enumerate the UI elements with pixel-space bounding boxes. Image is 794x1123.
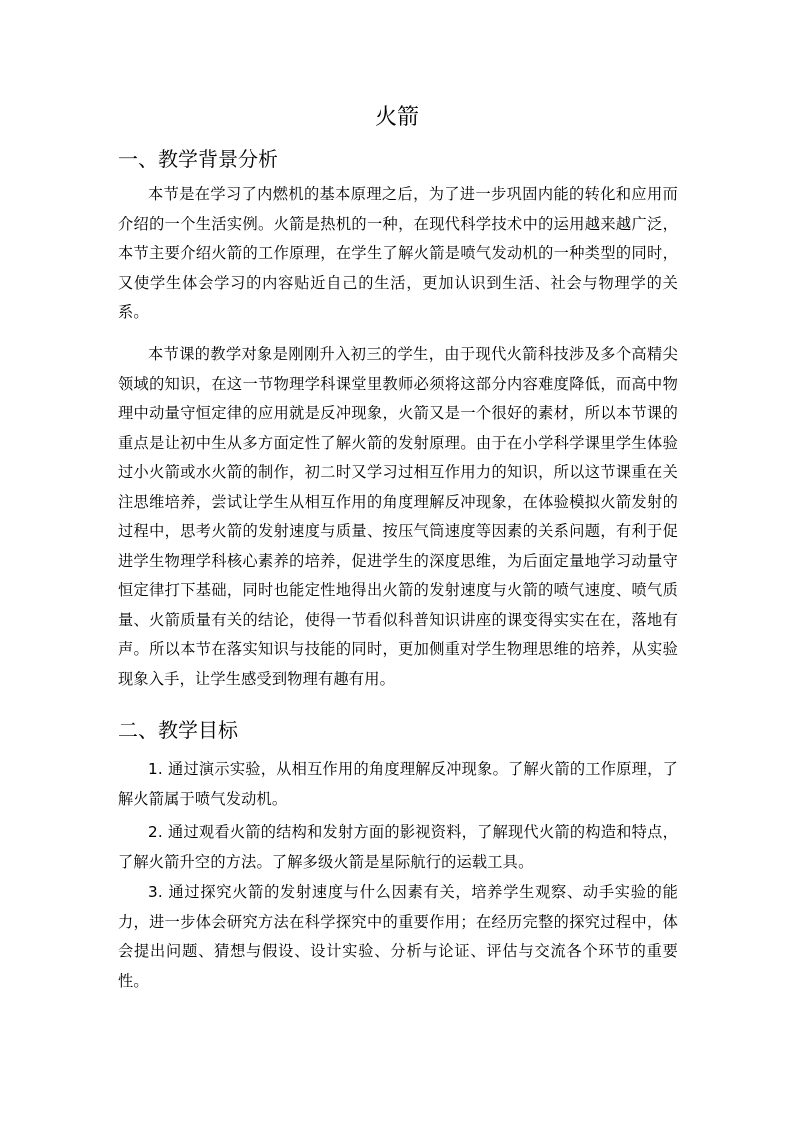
objective-item-2: 2. 通过观看火箭的结构和发射方面的影视资料，了解现代火箭的构造和特点，了解火箭升空的方法。了解多级火箭是星际航行的运载工具。 (118, 823, 678, 871)
section-heading-background: 一、教学背景分析 (118, 147, 278, 171)
paragraph-background-1: 本节是在学习了内燃机的基本原理之后，为了进一步巩固内能的转化和应用而介绍的一个生活实例。火箭是热机的一种，在现代科学技术中的运用越来越广泛，本节主要介绍火箭的工作原理，在学生了解火箭是喷气发动机的一种类型的同时，又使学生体会学习的内容贴近自己的生活，更加认识到生活、社会与物理学的关系。 (118, 185, 678, 321)
objective-item-1: 1. 通过演示实验，从相互作用的角度理解反冲现象。了解火箭的工作原理，了解火箭属于喷气发动机。 (118, 760, 678, 808)
section-heading-objectives: 二、教学目标 (118, 718, 238, 742)
objective-item-3: 3. 通过探究火箭的发射速度与什么因素有关，培养学生观察、动手实验的能力，进一步体会研究方法在科学探究中的重要作用；在经历完整的探究过程中，体会提出问题、猜想与假设、设计实验、分析与论证、评估与交流各个环节的重要性。 (118, 883, 678, 990)
paragraph-background-2: 本节课的教学对象是刚刚升入初三的学生，由于现代火箭科技涉及多个高精尖领域的知识，在这一节物理学科课堂里教师必须将这部分内容难度降低，而高中物理中动量守恒定律的应用就是反冲现象，火箭又是一个很好的素材，所以本节课的重点是让初中生从多方面定性了解火箭的发射原理。由于在小学科学课里学生体验过小火箭或水火箭的制作，初二时又学习过相互作用力的知识，所以这节课重在关注思维培养，尝试让学生从相互作用的角度理解反冲现象，在体验模拟火箭发射的过程中，思考火箭的发射速度与质量、按压气筒速度等因素的关系问题，有利于促进学生物理学科核心素养的培养，促进学生的深度思维，为后面定量地学习动量守恒定律打下基础，同时也能定性地得出火箭的发射速度与火箭的喷气速度、喷气质量、火箭质量有关的结论，使得一节看似科普知识讲座的课变得实实在在，落地有声。所以本节在落实知识与技能的同时，更加侧重对学生物理思维的培养，从实验现象入手，让学生感受到物理有趣有用。 (118, 345, 678, 688)
document-title: 火箭 (374, 105, 419, 130)
